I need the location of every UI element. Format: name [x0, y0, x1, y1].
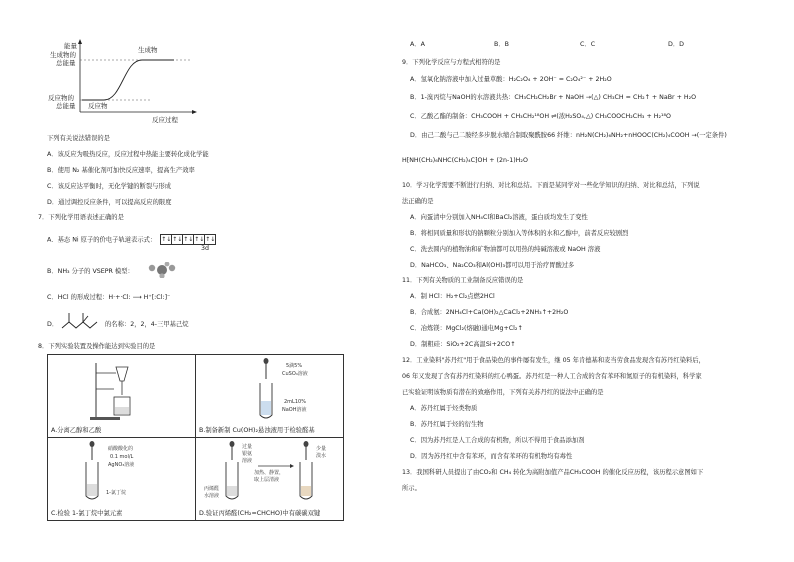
vsepr-model-icon [145, 262, 179, 278]
energy-ylabel-prod-2: 总能量 [56, 59, 76, 67]
test-tube-agno3-icon [62, 440, 172, 504]
label-agno3-1: 硝酸酸化的 [108, 446, 134, 452]
q12-stem-2: 06 年又发现了含有苏丹红染料的红心鸭蛋。苏丹红是一种人工合成的含有苯环和氮原子的有机染料，科学家 [402, 373, 702, 380]
orbital-box: ↑↓ [194, 236, 205, 243]
experiment-caption-a: A.分离乙醇和乙酸 [51, 427, 102, 435]
energy-ylabel-react-1: 反应物的 [48, 94, 74, 102]
q10-stem: 10．学习化学需要不断进行归纳、对比和总结。下面是某同学对一些化学知识的归纳、对比和总结，下列说 [402, 182, 700, 189]
q7-option-a-text: A．基态 Ni 原子的价电子轨道表示式： [47, 236, 157, 244]
experiment-caption-b: B.制备新制 Cu(OH)₂悬浊液用于检验醛基 [199, 427, 315, 435]
label-agno3-3: AgNO₃溶液 [108, 462, 135, 468]
q9-option-a: A．氢氧化钠溶液中加入过量草酸：H₂C₂O₄ + 2OH⁻ = C₂O₄²⁻ + 2H₂O [410, 76, 612, 83]
q9-option-d-product: H⁅NH(CH₂)₆NHC(CH₂)₄C⁆OH + (2n-1)H₂O [402, 157, 528, 164]
label-agno3-2: 0.1 mol/L [110, 454, 134, 460]
orbital-box: ↑↓ [172, 236, 183, 243]
energy-ylabel-prod-1: 生成物的 [50, 51, 76, 59]
q8-stem: 8．下列实验装置及操作能达到实验目的是 [38, 343, 156, 350]
q8-option-a: A．A [410, 41, 425, 48]
test-tube-pair-icon [202, 440, 342, 506]
q9-option-c: C．乙酸乙酯的制备：CH₃COOH + CH₃CH₂¹⁸OH ⇌(浓H₂SO₄,△) CH₃COOCH₂CH₃ + H₂¹⁸O [410, 113, 671, 120]
energy-diagram [42, 38, 202, 130]
distillation-apparatus-icon [88, 359, 148, 423]
experiment-cell-d [196, 438, 344, 521]
label-tollens-2: 银氨 [242, 451, 253, 457]
test-tube-dropper-icon [226, 357, 336, 423]
q12-option-b: B．苏丹红属于烃的衍生物 [410, 421, 484, 428]
orbital-box: ↑↓ [205, 236, 216, 243]
label-naoh-2: NaOH溶液 [282, 407, 307, 413]
q6-stem: 下列有关说法错误的是 [47, 135, 110, 142]
q7-option-a [47, 234, 216, 245]
q6-option-d: D．通过调控反应条件，可以提高反应的限度 [47, 199, 172, 206]
q7-option-b [47, 268, 134, 276]
q6-option-a: A．该反应为吸热反应，反应过程中热能主要转化成化学能 [47, 151, 209, 158]
skeletal-formula-icon [60, 310, 104, 332]
experiment-cell-a [48, 355, 196, 438]
q9-stem: 9．下列化学反应与方程式相符的是 [402, 59, 501, 66]
q11-stem: 11．下列有关物质的工业制备反应错误的是 [402, 277, 524, 284]
q8-option-d: D．D [668, 41, 684, 48]
q12-option-d: D．因为苏丹红中含有苯环，而含有苯环的有机物均有毒性 [410, 453, 573, 460]
q12-stem-1: 12．工业染料"苏丹红"用于食品染色的事件屡有发生，继 05 年肯德基和麦当劳食品发现含有苏丹红染料后， [402, 357, 705, 364]
label-heat-1: 加热、静置， [254, 470, 285, 476]
q12-option-a: A．苏丹红属于烃类物质 [410, 405, 478, 412]
label-tollens-3: 溶液 [242, 458, 253, 464]
label-acrolein-1: 丙烯醛 [204, 486, 220, 492]
experiment-caption-c: C.检验 1-氯丁烷中氯元素 [51, 510, 123, 518]
label-acrolein-2: 水溶液 [204, 493, 220, 499]
q7-option-d-prefix: D． [47, 321, 59, 328]
q13-stem-2: 所示。 [402, 485, 421, 492]
experiment-caption-d: D.验证丙烯醛(CH₂=CHCHO)中有碳碳双键 [199, 510, 321, 518]
q10-option-b: B．将相同质量和形状的钠颗粒分别加入等体积的水和乙醇中，前者反应较剧烈 [410, 230, 629, 237]
q10-option-a: A．向蛋清中分别加入NH₄Cl和BaCl₂溶液，蛋白质均发生了变性 [410, 214, 588, 221]
q8-option-b: B．B [494, 41, 509, 48]
q10-option-c: C．洗去圆内的植物油和矿物油都可以用热的纯碱溶液或 NaOH 溶液 [410, 246, 601, 253]
q6-option-b: B．使用 N₂ 基催化剂可加快反应速率，提高生产效率 [47, 167, 195, 174]
q6-option-c: C．该反应达平衡时，无化学键的断裂与形成 [47, 183, 172, 190]
q11-option-a: A．制 HCl：H₂+Cl₂点燃2HCl [410, 293, 495, 300]
energy-product-label: 生成物 [138, 46, 158, 54]
q11-option-d: D．制粗硅：SiO₂+2C高温Si+2CO↑ [410, 341, 516, 348]
q7-option-c: C．HCl 的形成过程：H·+·Cl: ⟶ H⁺[:Cl:]⁻ [47, 294, 171, 301]
q10-option-d: D．NaHCO₃、Na₂CO₃和Al(OH)₃都可以用于治疗胃酸过多 [410, 262, 575, 269]
orbital-box: ↑↓ [161, 236, 172, 243]
orbital-box: ↑↓ [183, 236, 194, 243]
q11-option-c: C．冶炼镁：MgCl₂(熔融)通电Mg+Cl₂↑ [410, 325, 523, 332]
q9-option-d: D．由己二酸与己二胺经多步脱水缩合制取聚酰胺66 纤维：nH₂N(CH₂)₆NH₂+nHOOC(CH₂)₄COOH →(一定条件) [410, 132, 727, 139]
experiment-table [47, 354, 344, 521]
q7-option-b-text: B．NH₃ 分子的 VSEPR 模型： [47, 268, 134, 275]
label-cuso4-2: CuSO₄溶液 [282, 371, 308, 377]
experiment-cell-c [48, 438, 196, 521]
experiment-cell-b [196, 355, 344, 438]
energy-xlabel: 反应过程 [152, 116, 178, 124]
label-naoh-1: 2mL10% [284, 399, 306, 405]
q8-option-c: C．C [580, 41, 596, 48]
q9-option-b: B．1-溴丙烷与NaOH的水溶液共热：CH₃CH₂CH₂Br + NaOH →(△) CH₃CH = CH₂↑ + NaBr + H₂O [410, 94, 697, 101]
q11-option-b: B．合成氨：2NH₄Cl+Ca(OH)₂△CaCl₂+2NH₃↑+2H₂O [410, 309, 569, 316]
label-bromine-1: 少量 [316, 446, 327, 452]
q12-option-c: C．因为苏丹红是人工合成的有机物，所以不得用于食品添加剂 [410, 437, 585, 444]
q7-orbital-sublabel: 3d [201, 245, 210, 252]
label-tollens-1: 过量 [242, 444, 253, 450]
energy-reactant-label: 反应物 [88, 102, 108, 110]
energy-ylabel-top: 能量 [64, 42, 77, 50]
label-bromine-2: 溴水 [316, 453, 327, 459]
label-heat-2: 取上层清液 [254, 477, 280, 483]
q12-stem-3: 已实验证明该物质有潜在的致癌作用，下列有关苏丹红的说法中正确的是 [402, 389, 604, 396]
energy-ylabel-react-2: 总能量 [56, 102, 76, 110]
q7-option-d-name: 的名称：2，2，4-三甲基己烷 [105, 321, 189, 328]
orbital-boxes [160, 234, 216, 245]
q7-option-d [47, 321, 58, 329]
q7-stem: 7．下列化学用语表述正确的是 [38, 214, 124, 221]
q13-stem-1: 13．我国科研人员提出了由CO₂和 CH₄ 转化为高附加值产品CH₃COOH 的催化反应历程，该历程示意图如下 [402, 469, 704, 476]
q10-stem-cont: 法正确的是 [402, 198, 434, 205]
label-cuso4-1: 5滴5% [286, 363, 303, 369]
label-chlorobutane: 1-氯丁烷 [106, 490, 126, 496]
